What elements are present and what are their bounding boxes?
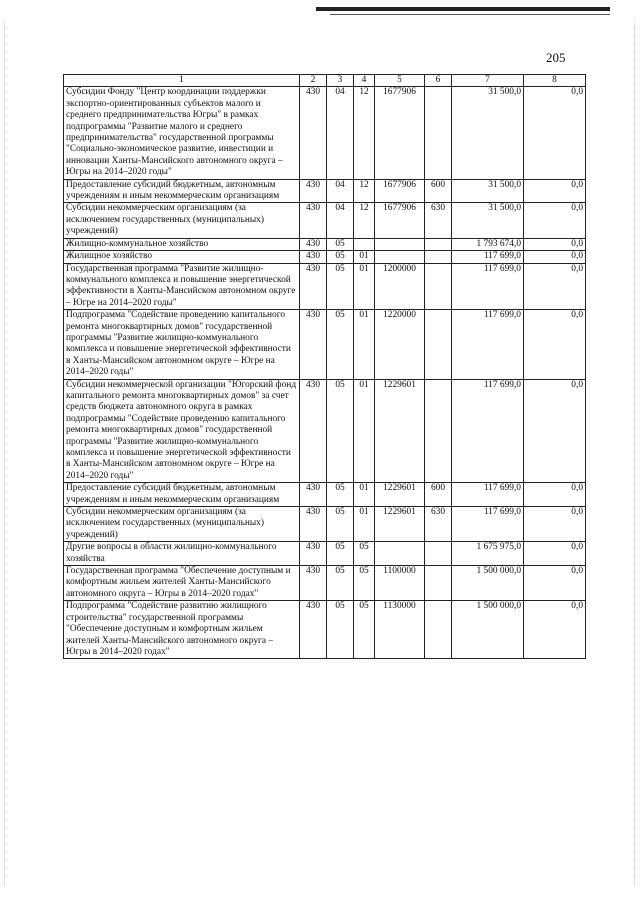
scan-edge-left — [4, 20, 6, 885]
header-col-3: 3 — [327, 75, 354, 87]
cell-item-name: Жилищное хозяйство — [64, 251, 300, 263]
cell-expense-type — [425, 601, 452, 659]
cell-amount-2: 0,0 — [524, 238, 586, 250]
top-border-rule-thin — [330, 14, 610, 15]
cell-amount: 31 500,0 — [452, 179, 524, 203]
cell-expense-type — [425, 542, 452, 566]
header-col-7: 7 — [452, 75, 524, 87]
cell-subsection-code: 01 — [354, 251, 375, 263]
cell-subsection-code: 12 — [354, 179, 375, 203]
cell-amount: 117 699,0 — [452, 251, 524, 263]
cell-expense-type — [425, 87, 452, 179]
header-col-4: 4 — [354, 75, 375, 87]
cell-target-article: 1677906 — [375, 87, 425, 179]
table-row — [64, 483, 586, 507]
header-col-6: 6 — [425, 75, 452, 87]
cell-expense-type — [425, 379, 452, 483]
cell-amount-2: 0,0 — [524, 483, 586, 507]
cell-section-code: 05 — [327, 238, 354, 250]
cell-section-code: 05 — [327, 379, 354, 483]
budget-table — [63, 74, 586, 659]
cell-section-code: 05 — [327, 251, 354, 263]
cell-subsection-code: 05 — [354, 601, 375, 659]
cell-section-code: 04 — [327, 179, 354, 203]
table-body — [64, 87, 586, 659]
cell-ministry-code: 430 — [300, 566, 327, 601]
cell-amount: 117 699,0 — [452, 263, 524, 310]
scan-edge-right — [634, 20, 636, 885]
cell-amount-2: 0,0 — [524, 542, 586, 566]
cell-section-code: 05 — [327, 601, 354, 659]
header-col-1: 1 — [64, 75, 300, 87]
cell-item-name: Государственная программа "Развитие жилищно-коммунального комплекса и повышение энергетической эффективности в Ханты-Мансийском автономном округе – Югре на 2014–2020 годы" — [64, 263, 300, 310]
cell-amount: 117 699,0 — [452, 483, 524, 507]
table-row — [64, 379, 586, 483]
cell-ministry-code: 430 — [300, 263, 327, 310]
cell-amount-2: 0,0 — [524, 507, 586, 542]
cell-target-article: 1229601 — [375, 507, 425, 542]
table-row — [64, 251, 586, 263]
cell-amount-2: 0,0 — [524, 601, 586, 659]
cell-target-article — [375, 251, 425, 263]
table-row — [64, 507, 586, 542]
cell-target-article: 1677906 — [375, 179, 425, 203]
cell-expense-type — [425, 310, 452, 379]
cell-item-name: Жилищно-коммунальное хозяйство — [64, 238, 300, 250]
cell-section-code: 04 — [327, 87, 354, 179]
cell-subsection-code: 01 — [354, 263, 375, 310]
cell-item-name: Предоставление субсидий бюджетным, автономным учреждениям и иным некоммерческим организациям — [64, 179, 300, 203]
cell-subsection-code — [354, 238, 375, 250]
cell-item-name: Подпрограмма "Содействие развитию жилищного строительства" государственной программы "Обеспечение доступным и комфортным жильем жителей Ханты-Мансийского автономного округа – Югры в 2014–2020 годах" — [64, 601, 300, 659]
cell-amount-2: 0,0 — [524, 179, 586, 203]
cell-target-article: 1229601 — [375, 379, 425, 483]
cell-subsection-code: 12 — [354, 87, 375, 179]
cell-amount-2: 0,0 — [524, 566, 586, 601]
table-row — [64, 566, 586, 601]
cell-ministry-code: 430 — [300, 379, 327, 483]
cell-expense-type — [425, 263, 452, 310]
table-row — [64, 601, 586, 659]
cell-amount: 31 500,0 — [452, 87, 524, 179]
cell-section-code: 05 — [327, 483, 354, 507]
cell-target-article — [375, 542, 425, 566]
cell-amount-2: 0,0 — [524, 263, 586, 310]
cell-expense-type: 630 — [425, 507, 452, 542]
header-col-8: 8 — [524, 75, 586, 87]
cell-expense-type — [425, 566, 452, 601]
cell-subsection-code: 01 — [354, 507, 375, 542]
cell-ministry-code: 430 — [300, 87, 327, 179]
cell-subsection-code: 05 — [354, 566, 375, 601]
cell-ministry-code: 430 — [300, 203, 327, 238]
cell-item-name: Субсидии некоммерческим организациям (за исключением государственных (муниципальных) учреждений) — [64, 203, 300, 238]
cell-subsection-code: 01 — [354, 379, 375, 483]
cell-ministry-code: 430 — [300, 179, 327, 203]
cell-amount-2: 0,0 — [524, 251, 586, 263]
table-row — [64, 542, 586, 566]
cell-ministry-code: 430 — [300, 238, 327, 250]
cell-section-code: 05 — [327, 263, 354, 310]
cell-subsection-code: 01 — [354, 310, 375, 379]
cell-item-name: Государственная программа "Обеспечение доступным и комфортным жильем жителей Ханты-Мансийского автономного округа – Югры в 2014–2020 годах" — [64, 566, 300, 601]
cell-section-code: 05 — [327, 507, 354, 542]
cell-amount: 1 793 674,0 — [452, 238, 524, 250]
table-row — [64, 263, 586, 310]
cell-ministry-code: 430 — [300, 542, 327, 566]
header-col-2: 2 — [300, 75, 327, 87]
cell-amount-2: 0,0 — [524, 203, 586, 238]
cell-target-article: 1200000 — [375, 263, 425, 310]
cell-subsection-code: 12 — [354, 203, 375, 238]
cell-amount: 31 500,0 — [452, 203, 524, 238]
cell-item-name: Подпрограмма "Содействие проведению капитального ремонта многоквартирных домов" государственной программы "Развитие жилищно-коммунального комплекса и повышение энергетической эффективности в Ханты-Мансийском автономном округе – Югре на 2014–2020 годы" — [64, 310, 300, 379]
cell-ministry-code: 430 — [300, 483, 327, 507]
cell-target-article: 1130000 — [375, 601, 425, 659]
cell-item-name: Другие вопросы в области жилищно-коммунального хозяйства — [64, 542, 300, 566]
cell-amount: 1 500 000,0 — [452, 566, 524, 601]
cell-amount-2: 0,0 — [524, 310, 586, 379]
table-row — [64, 238, 586, 250]
table-row — [64, 203, 586, 238]
cell-ministry-code: 430 — [300, 601, 327, 659]
cell-section-code: 04 — [327, 203, 354, 238]
cell-amount: 117 699,0 — [452, 379, 524, 483]
cell-target-article: 1677906 — [375, 203, 425, 238]
cell-amount: 117 699,0 — [452, 507, 524, 542]
cell-expense-type: 600 — [425, 179, 452, 203]
cell-target-article: 1100000 — [375, 566, 425, 601]
cell-subsection-code: 01 — [354, 483, 375, 507]
cell-section-code: 05 — [327, 310, 354, 379]
cell-item-name: Субсидии некоммерческой организации "Югорский фонд капитального ремонта многоквартирных домов" за счет средств бюджета автономного округа в рамках подпрограммы "Содействие проведению капитального ремонта многоквартирных домов" государственной программы "Развитие жилищно-коммунального комплекса и повышение энергетической эффективности в Ханты-Мансийском автономном округе – Югре на 2014–2020 годы" — [64, 379, 300, 483]
table-row — [64, 87, 586, 179]
cell-target-article: 1220000 — [375, 310, 425, 379]
cell-item-name: Субсидии некоммерческим организациям (за исключением государственных (муниципальных) учреждений) — [64, 507, 300, 542]
cell-expense-type: 600 — [425, 483, 452, 507]
cell-item-name: Предоставление субсидий бюджетным, автономным учреждениям и иным некоммерческим организациям — [64, 483, 300, 507]
page-number: 205 — [546, 50, 566, 65]
cell-target-article: 1229601 — [375, 483, 425, 507]
cell-section-code: 05 — [327, 542, 354, 566]
cell-amount: 1 500 000,0 — [452, 601, 524, 659]
header-col-5: 5 — [375, 75, 425, 87]
cell-expense-type: 630 — [425, 203, 452, 238]
cell-ministry-code: 430 — [300, 507, 327, 542]
cell-amount: 1 675 975,0 — [452, 542, 524, 566]
cell-amount-2: 0,0 — [524, 87, 586, 179]
cell-subsection-code: 05 — [354, 542, 375, 566]
cell-ministry-code: 430 — [300, 251, 327, 263]
cell-target-article — [375, 238, 425, 250]
table-header-row — [64, 75, 586, 87]
top-border-rule — [316, 7, 610, 11]
cell-section-code: 05 — [327, 566, 354, 601]
cell-expense-type — [425, 238, 452, 250]
table-row — [64, 310, 586, 379]
cell-expense-type — [425, 251, 452, 263]
cell-item-name: Субсидии Фонду "Центр координации поддержки экспортно-ориентированных субъектов малого и среднего предпринимательства Югры" в рамках подпрограммы "Развитие малого и среднего предпринимательства" государственной программы "Социально-экономическое развитие, инвестиции и инновации Ханты-Мансийского автономного округа – Югры на 2014–2020 годы" — [64, 87, 300, 179]
cell-amount-2: 0,0 — [524, 379, 586, 483]
cell-ministry-code: 430 — [300, 310, 327, 379]
table-row — [64, 179, 586, 203]
cell-amount: 117 699,0 — [452, 310, 524, 379]
